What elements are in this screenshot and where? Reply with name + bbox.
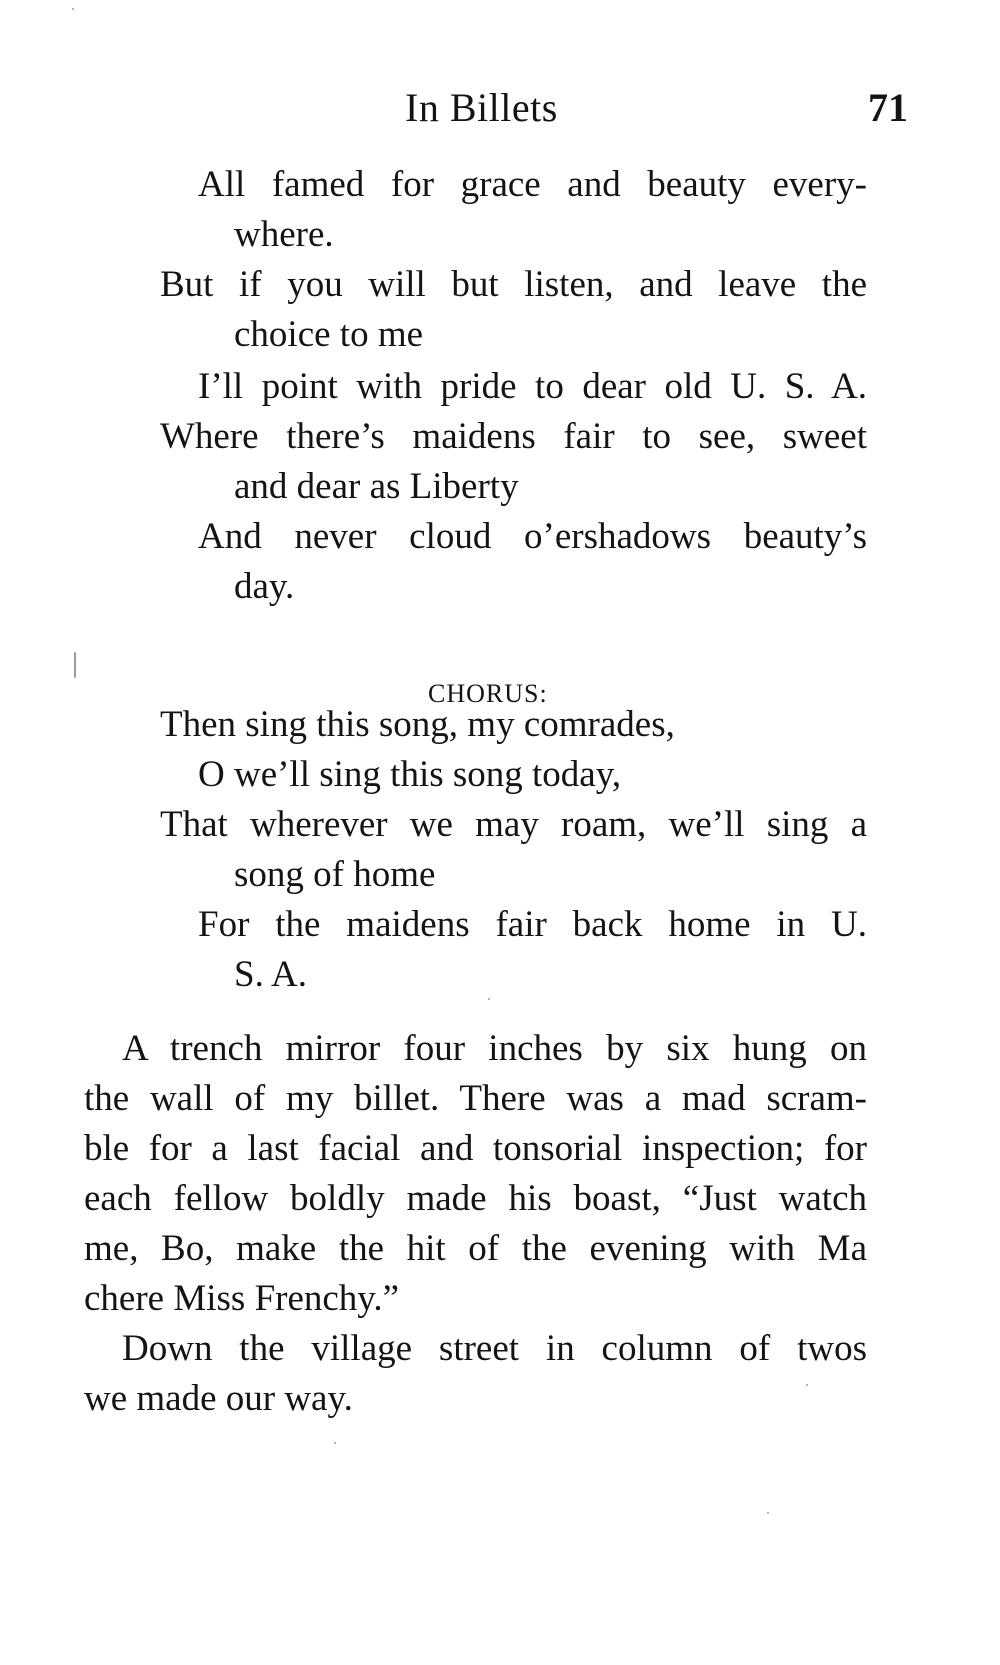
- chorus-line: That wherever we may roam, we’ll sing a: [160, 804, 867, 845]
- verse-line: Where there’s maidens fair to see, sweet: [160, 416, 867, 457]
- chorus-line: For the maidens fair back home in U.: [198, 904, 867, 945]
- running-title: In Billets: [405, 85, 558, 130]
- verse-line: And never cloud o’ershadows beauty’s: [198, 516, 867, 557]
- running-head: [0, 80, 1000, 136]
- verse-line: where.: [234, 214, 334, 255]
- scan-speck: [488, 998, 490, 1000]
- chorus-line: Then sing this song, my comrades,: [160, 704, 675, 745]
- scan-speck: [767, 1512, 769, 1514]
- page-number: 71: [868, 85, 908, 130]
- prose-line: A trench mirror four inches by six hung on: [122, 1028, 867, 1069]
- chorus-line: song of home: [234, 854, 436, 895]
- chorus-line: O we’ll sing this song today,: [198, 754, 622, 795]
- verse-line: choice to me: [234, 314, 424, 355]
- scan-speck: [72, 8, 74, 10]
- verse-line: day.: [234, 566, 295, 607]
- verse-line: and dear as Liberty: [234, 466, 519, 507]
- prose-line: Down the village street in column of twos: [122, 1328, 867, 1369]
- prose-line: the wall of my billet. There was a mad scram-: [84, 1078, 867, 1119]
- chorus-line: S. A.: [234, 954, 308, 995]
- prose-line: me, Bo, make the hit of the evening with Ma: [84, 1228, 867, 1269]
- scan-speck: [334, 1442, 336, 1444]
- prose-line: each fellow boldly made his boast, “Just watch: [84, 1178, 867, 1219]
- prose-line: ble for a last facial and tonsorial inspection; for: [84, 1128, 867, 1169]
- verse-line: I’ll point with pride to dear old U. S. A.: [198, 366, 867, 407]
- scan-speck: [806, 1384, 808, 1386]
- verse-line: All famed for grace and beauty every-: [198, 164, 867, 205]
- chorus-label: CHORUS:: [428, 679, 548, 708]
- prose-line: chere Miss Frenchy.”: [84, 1278, 400, 1319]
- scan-speck: [74, 652, 76, 678]
- verse-line: But if you will but listen, and leave the: [160, 264, 867, 305]
- prose-line: we made our way.: [84, 1378, 353, 1419]
